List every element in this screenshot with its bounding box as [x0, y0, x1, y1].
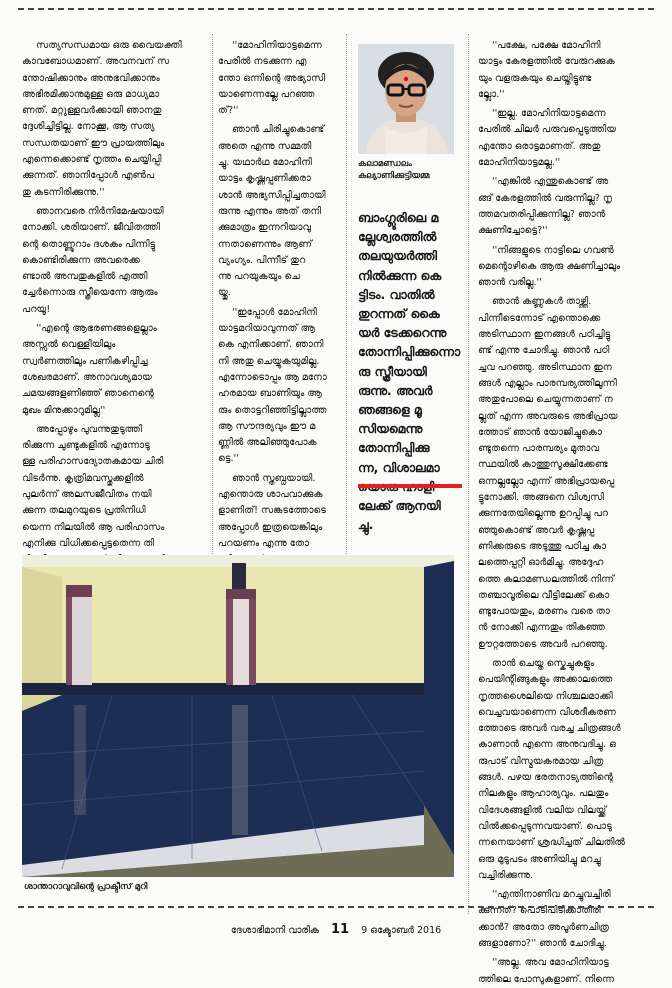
pull-quote-accent-bar — [358, 484, 462, 488]
practice-room-illustration — [22, 555, 454, 877]
issue-date: 9 ഒക്ടോബർ 2016 — [361, 925, 442, 936]
paragraph: ''നിങ്ങളുടെ നാട്ടിലെ ഗവൺ മെന്റൊഴികെ ആരു ക്ഷണിച്ചാലും ഞാൻ വരില്ല.'' — [478, 244, 621, 289]
paragraph: ''എങ്കിൽ എന്തുകൊണ്ട് അ ങ്ങ് കേരളത്തിൽ വരുന്നില്ല? നൃ ത്തമവതരിപ്പിക്കുന്നില്ല? ഞാൻ ക്ഷണിച്ചോട്ടെ?'' — [478, 176, 613, 237]
portrait-photo — [358, 44, 454, 154]
paragraph: ''ഇല്ല. മോഹിനിയാട്ടമെന്ന പേരിൽ ചിലർ പരുവപ്പെടുത്തിയ എന്തോ ഒരാട്ടമാണത്. അതു മോഹിനിയാട്ടമല്ല.'' — [478, 108, 617, 169]
paragraph: ഞാൻ സ്തബ്ധയായി. എന്തൊരു ശാപവാക്കുക ളാണിത്! സങ്കടത്തോടെ അപ്പോൾ ഇത്രയെങ്കിലും പറയണം എന്നു തോ — [218, 472, 327, 549]
article-column-3 — [478, 38, 654, 985]
paragraph: ''എന്റെ ആഭരണങ്ങളെല്ലാം അസ്സൽ വെള്ളിയിലും സ്വർണത്തിലും പണികഴിപ്പിച്ച ശേഖരമാണ്. അനാവശ്യമായ ചമയങ്ങളണിഞ്ഞ് ഞാനെന്റെ മുഖം മിനുക്കാറുമില്ല'' — [22, 323, 157, 416]
page-footer — [0, 922, 672, 937]
column-divider — [212, 34, 213, 554]
column-divider — [468, 34, 469, 914]
paragraph: ഞാൻ ചിരിച്ചുകൊണ്ട് അതെ എന്നു സമ്മതി ച്ചു. യഥാർഥ മോഹിനി യാട്ടം കൃഷ്ണപ്പണിക്കരാ ശാൻ അഭ്യസിപ്പിച്ചതായി രുന്നു എന്നും അത് തനി ക്കുമാത്രം ഇന്നറിയാവു ന്നതാണെന്നും ആണ് വ്യംഗ്യം. പിന്നീട് തുറ ന്നു പറയുകയും ചെ യ്തു. — [218, 124, 326, 299]
photo-caption: ശാന്താറാവുവിന്റെ പ്രാക്ടീസ് മുറി — [24, 882, 148, 892]
paragraph: താൻ ചെയ്ത സ്കെച്ചുകളും പെയിന്റിങ്ങുകളും അക്കാലത്തെ നൃത്തശൈലിയെ നിശ്ചലമാക്കി വെച്ചവയാണെന്ന വിശദീകരണ ത്തോടെ അവർ വരച്ച ചിത്രങ്ങൾ കാണാൻ എന്നെ അനുവദിച്ചു. ഒ രുപാട് വിസ്മയകരമായ ചിത്ര ങ്ങൾ. പഴയ ഭരതനാട്യത്തിന്റെ നിലകളും ആഹാര്യവും. പലതും വിദേശങ്ങളിൽ വലിയ വിലയ്ക്ക് വിൽക്കപ്പെടുന്നവയാണ്. പൊടു ന്നനെയാണ് ശ്രദ്ധിച്ചത് ചിലതിൽ ഒരു മുടുപടം അണിയിച്ചു മറച്ചു വച്ചിരിക്കുന്നു. — [478, 657, 626, 881]
top-dashed-border — [18, 8, 654, 10]
paragraph: ''അല്ല. അവ മോഹിനിയാട്ട ത്തിലെ പോസുകളാണ്. നിന്നെ — [478, 957, 615, 985]
paragraph: ''മോഹിനിയാട്ടമെന്ന പേരിൽ നടക്കുന്ന എ ന്തോ ഒന്നിന്റെ അഭ്യാസി യാണെന്നല്ലേ പറഞ്ഞ ത്?'' — [218, 40, 325, 117]
portrait-caption: കലാമണ്ഡലം കല്യാണിക്കുട്ടിയമ്മ — [358, 159, 430, 181]
paragraph: ഞാൻ കണ്ണുകൾ താഴ്ത്തി. പിന്നീടെന്നോട് എന്തൊക്കെ അടിസ്ഥാന ഇനങ്ങൾ പഠിച്ചിട്ടു ണ്ട് എന്നു ചോദിച്ചു. ഞാൻ പഠി ച്ചവ പറഞ്ഞു. അടിസ്ഥാന ഇന ങ്ങൾ എല്ലാം പാരമ്പര്യത്തിലൂന്നി അതുപോലെ ചെയ്യുന്നതാണ് ന ല്ലത് എന്ന അവരുടെ അഭിപ്രായ ത്തോട് ഞാൻ യോജിച്ചുകൊ ണ്ടുതന്നെ പാരമ്പര്യം മൂതാവ സ്ഥയിൽ കാത്തുസൂക്ഷിക്കേണ്ട ഒന്നല്ലല്ലോ എന്ന് അഭിപ്രായപ്പെ ട്ടുനോക്കി. അങ്ങനെ വിശ്വസി ക്കുന്നതേയില്ലെന്നു ഉറപ്പിച്ചു പറ ഞ്ഞുകൊണ്ട് അവർ കൃഷ്ണപ്പ ണിക്കരുടെ അടുത്തു പഠിച്ച കാ ലത്തെപ്പറ്റി ഓർമിച്ചു. അദ്ദേഹ ത്തെ കലാമണ്ഡലത്തിൽ നിന്ന് തഞ്ചാവൂരിലെ വീട്ടിലേക്ക് കൊ ണ്ടുപോയതും, മരണം വരെ താ ൻ നോക്കി എന്നതും തികഞ്ഞ ഊറ്റത്തോടെ അവർ പറഞ്ഞു. — [478, 296, 618, 650]
publication-name: ദേശാഭിമാനി വാരിക — [230, 925, 319, 936]
portrait-illustration — [358, 44, 454, 154]
article-column-1 — [22, 38, 208, 549]
paragraph: ''എന്തിനാണിവ മറച്ചുവച്ചിരി ക്കുന്നത്? പൊടിപിടിക്കാതിരി ക്കാൻ? അതോ അപൂർണചിത്ര ങ്ങളാണോ?'' ഞാൻ ചോദിച്ചു. — [478, 889, 611, 950]
paragraph: സത്യസന്ധമായ ഒരു വൈയക്തി കാവബോധമാണ്. അവനവന് സ ന്തോഷിക്കാനും അനുഭവിക്കാനും അഭിരമിക്കാനുമുള്ള ഒരു മാധ്യമാ ണത്. മറ്റുള്ളവർക്കായി ഞാനതു ദ്ദേശിച്ചിട്ടില്ല. നോക്കൂ, ആ സത്യ സന്ധതയാണ് ഈ പ്രായത്തിലും എന്നെക്കൊണ്ട് നൃത്തം ചെയ്യിപ്പി ക്കുന്നത്. ഞാനിപ്പോൾ എൺപ തു കടന്നിരിക്കുന്നു.'' — [22, 40, 182, 198]
bottom-dashed-border — [18, 906, 654, 908]
paragraph: ഞാനവരെ നിർനിമേഷയായി നോക്കി. ശരിയാണ്. ജീവിതത്തി ന്റെ തൊണ്ണൂറാം ദശകം പിന്നിട്ടു കൊണ്ടിരിക്കുന്ന അവരെക്ക ണ്ടാൽ അമ്പതുകളിൽ എത്തി ച്ചേർന്നൊരു സ്ത്രീയെന്നേ ആരും പറയൂ! — [22, 205, 164, 315]
practice-room-photo — [22, 555, 454, 877]
paragraph: ''പക്ഷേ, പക്ഷേ മോഹിനി യാട്ടം കേരളത്തിൽ വേരുറക്കുക യും വളരുകയും ചെയ്തിട്ടുണ്ട ല്ലോ.'' — [478, 40, 615, 100]
paragraph: ''ഇപ്പോൾ മോഹിനി യാട്ടമറിയാവുന്നത് ആ കെ എനിക്കാണ്. ഞാനി നി അതു ചെയ്യുകയുമില്ല. എന്നോടൊപ്പം ആ മനോ ഹരമായ ബാണിയും ആ രും തൊട്ടറിഞ്ഞിട്ടില്ലാത്ത ആ സൗന്ദര്യവും ഈ മ ണ്ണിൽ അലിഞ്ഞുപോക ട്ടെ.'' — [218, 306, 327, 465]
column-divider — [346, 34, 347, 554]
page-number: 11 — [330, 922, 350, 937]
article-column-2 — [218, 38, 340, 548]
paragraph: അപ്പോഴും പുവന്നുതുടുത്തി രിക്കുന്ന ചുണ്ടുകളിൽ എന്നോടു ള്ള പരിഹാസദ്യോതകമായ ചിരി വിടർന്നു. കൃത്രിമവസ്തുക്കളിൽ പുലർന്ന് അലസജീവിതം നയി ക്കുന്ന തലമുറയുടെ പ്രതിനിധി യെന്ന നിലയിൽ ആ പരിഹാസം എനിക്കു വിധിക്കപ്പെട്ടതെന്ന തി — [22, 423, 165, 549]
pull-quote: ബാംഗ്ലൂരിലെ മ ല്ലേശ്വരത്തിൽ തലയുയർത്തി നിൽക്കുന്ന കെ ട്ടിടം. വാതിൽ തുറന്നത് കൈ യർ ടേക്കറെന്നു തോന്നിപ്പിക്കുന്നൊ രു സ്ത്രീയായി രുന്നു. അവർ ഞങ്ങളെ മൂ സിയമെന്നു തോന്നിപ്പിക്കു ന്ന, വിശാലമാ ലേക്ക് ആനയി ച്ചു. — [358, 210, 461, 533]
